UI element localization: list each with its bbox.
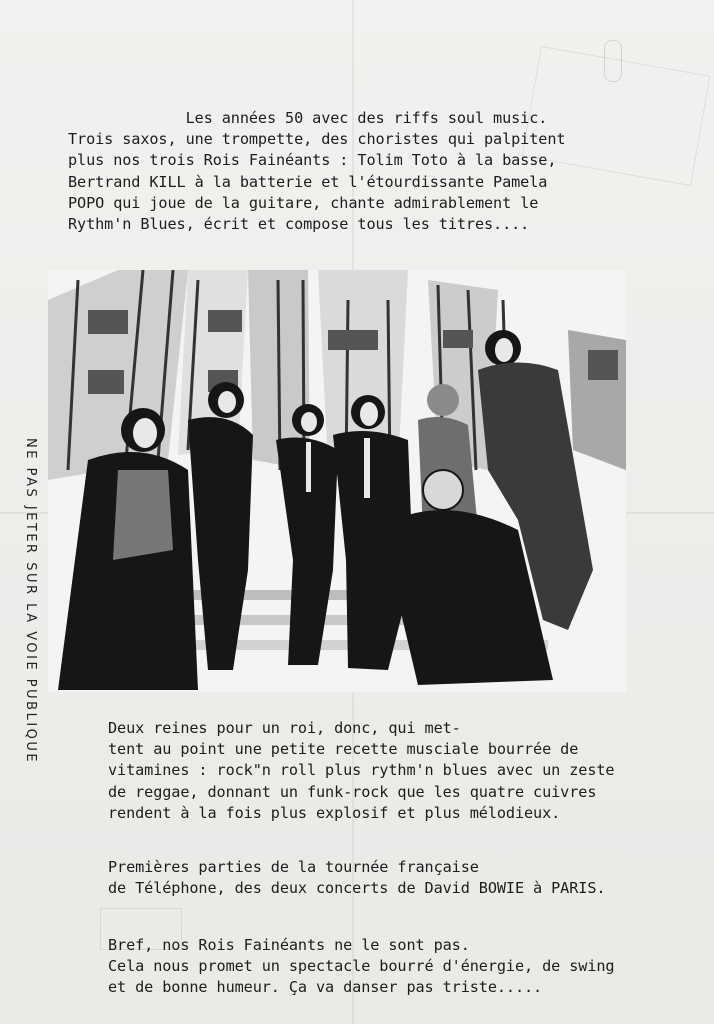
third-paragraph: Premières parties de la tournée française de Téléphone, des deux concerts de David BOWIE à PARIS. <box>108 858 606 898</box>
band-photo-illustration <box>48 270 626 692</box>
intro-paragraph: Les années 50 avec des riffs soul music. Trois saxos, une trompette, des choristes qui palpitent plus nos trois Rois Fainéants : Tolim Toto à la basse, Bertrand KILL à la batterie et l'étourdissante Pamela POPO qui joue de la guitare, chante admirablement le Rythm'n Blues, écrit et compose tous les titres.... <box>68 109 566 234</box>
margin-note-vertical: NE PAS JETER SUR LA VOIE PUBLIQUE <box>23 438 38 765</box>
second-paragraph: Deux reines pour un roi, donc, qui met- tent au point une petite recette musciale bourrée de vitamines : rock"n roll plus rythm'n blues avec un zeste de reggae, donnant un funk-rock que les quatre cuivres rendent à la fois plus explosif et plus mélodieux. <box>108 719 615 822</box>
closing-paragraph: Bref, nos Rois Fainéants ne le sont pas. Cela nous promet un spectacle bourré d'énergie, de swing et de bonne humeur. Ça va danser pas triste..... <box>108 936 615 997</box>
band-photo <box>48 270 626 692</box>
paperclip-mark <box>604 40 622 82</box>
